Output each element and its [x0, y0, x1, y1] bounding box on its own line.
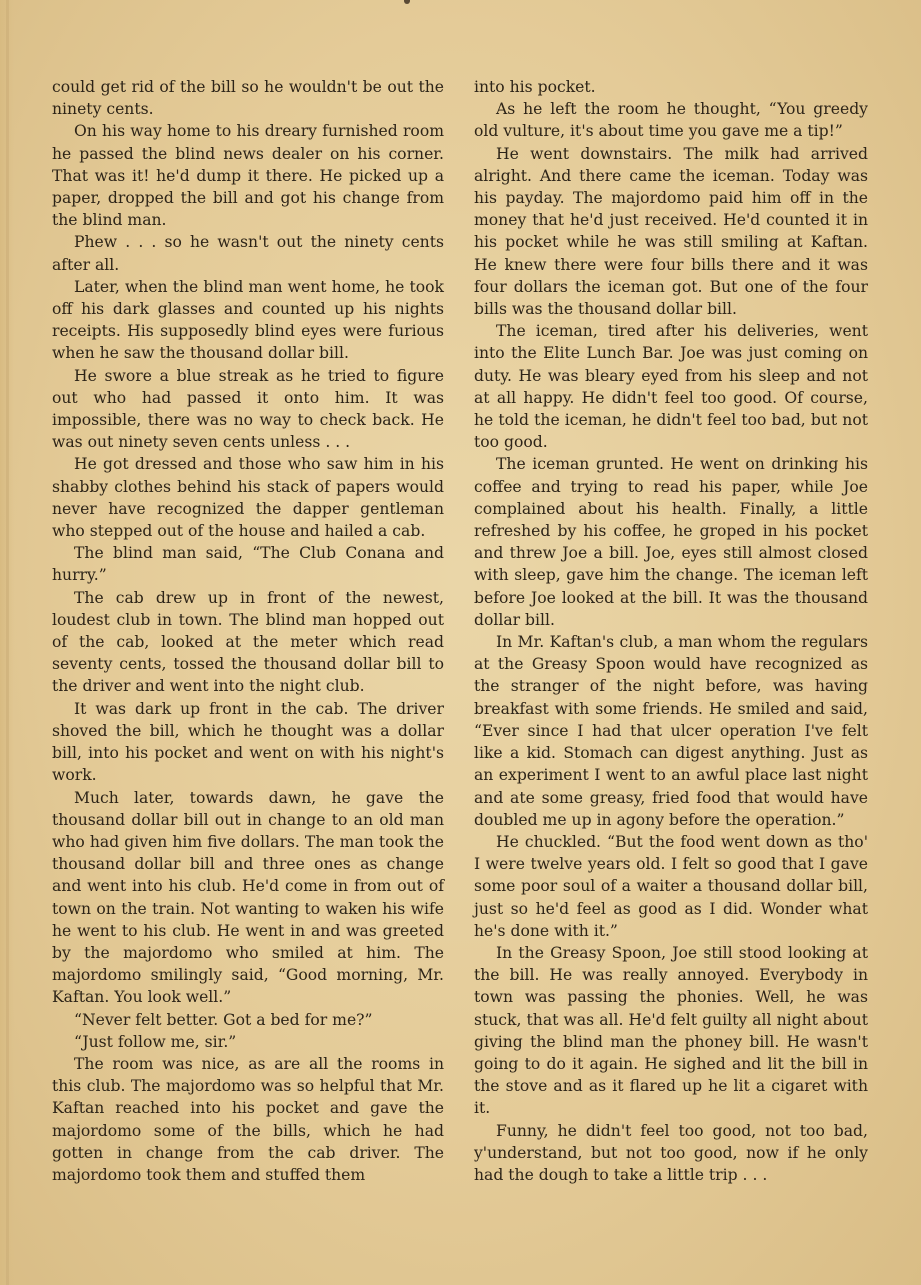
paragraph: The blind man said, “The Club Conana and hurry.” [52, 544, 444, 585]
paragraph: Much later, towards dawn, he gave the thousand dollar bill out in change to an old man who had given him five dollars. The man took the thousand dollar bill and three ones as change and went into his club. He'd come in from out of town on the train. Not wanting to waken his wife he went to his club. He went in and was greeted by the majordomo who smiled at him. The majordomo smilingly said, “Good morning, Mr. Kaftan. You look well.” [52, 788, 444, 1007]
paragraph: Later, when the blind man went home, he took off his dark glasses and counted up his nights receipts. His supposedly blind eyes were furious when he saw the thousand dollar bill. [52, 277, 444, 363]
paragraph: On his way home to his dreary furnished room he passed the blind news dealer on his corner. That was it! he'd dump it there. He picked up a paper, dropped the bill and got his change from the blind man. [52, 122, 444, 230]
paragraph: In the Greasy Spoon, Joe still stood looking at the bill. He was really annoyed. Everybody in town was passing the phonies. Well, he was stuck, that was all. He'd felt guilty all night about giving the blind man the phoney bill. He wasn't going to do it again. He sighed and lit the bill in the stove and as it flared up he lit a cigaret with it. [474, 943, 868, 1118]
paragraph: As he left the room he thought, “You greedy old vulture, it's about time you gave me a tip!” [474, 100, 868, 141]
paragraph: Phew . . . so he wasn't out the ninety cents after all. [52, 233, 444, 274]
paragraph: The iceman grunted. He went on drinking his coffee and trying to read his paper, while Joe complained about his health. Finally, a little refreshed by his coffee, he groped in his pocket and threw Joe a bill. Joe, eyes still almost closed with sleep, gave him the change. The iceman left before Joe looked at the bill. It was the thousand dollar bill. [474, 455, 868, 629]
right-column [474, 76, 868, 1186]
paragraph: He chuckled. “But the food went down as tho' I were twelve years old. I felt so good that I gave some poor soul of a waiter a thousand dollar bill, just so he'd feel as good as I did. Wonder what he's done with it.” [474, 832, 868, 940]
print-mark [404, 0, 410, 4]
paragraph: could get rid of the bill so he wouldn't be out the ninety cents. [52, 78, 444, 119]
paragraph: “Just follow me, sir.” [74, 1032, 237, 1051]
paragraph: In Mr. Kaftan's club, a man whom the regulars at the Greasy Spoon would have recognized as the stranger of the night before, was having breakfast with some friends. He smiled and said, “Ever since I had that ulcer operation I've felt like a kid. Stomach can digest anything. Just as an experiment I went to an awful place last night and ate some greasy, fried food that would have doubled me up in agony before the operation.” [474, 633, 868, 829]
paragraph: He went downstairs. The milk had arrived alright. And there came the iceman. Today was his payday. The majordomo paid him off in the money that he'd just received. He'd counted it in his pocket while he was still smiling at Kaftan. He knew there were four bills there and it was four dollars the iceman got. But one of the four bills was the thousand dollar bill. [474, 144, 868, 319]
paragraph: “Never felt better. Got a bed for me?” [74, 1010, 373, 1029]
paragraph: He got dressed and those who saw him in his shabby clothes behind his stack of papers would never have recognized the dapper gentleman who stepped out of the house and hailed a cab. [52, 455, 444, 541]
left-column [52, 76, 444, 1186]
paragraph: into his pocket. [474, 78, 596, 96]
paragraph: It was dark up front in the cab. The driver shoved the bill, which he thought was a dollar bill, into his pocket and went on with his night's work. [52, 699, 444, 785]
paragraph: The room was nice, as are all the rooms in this club. The majordomo was so helpful that Mr. Kaftan reached into his pocket and gave the majordomo some of the bills, which he had gotten in change from the cab driver. The majordomo took them and stuffed them [52, 1054, 444, 1184]
paragraph: The iceman, tired after his deliveries, went into the Elite Lunch Bar. Joe was just coming on duty. He was bleary eyed from his sleep and not at all happy. He didn't feel too good. Of course, he told the iceman, he didn't feel too bad, but not too good. [474, 322, 868, 452]
paragraph: The cab drew up in front of the newest, loudest club in town. The blind man hopped out of the cab, looked at the meter which read seventy cents, tossed the thousand dollar bill to the driver and went into the night club. [52, 588, 444, 696]
paragraph: Funny, he didn't feel too good, not too bad, y'understand, but not too good, now if he only had the dough to take a little trip . . . [474, 1121, 868, 1184]
page-fold [6, 0, 9, 1285]
paragraph: He swore a blue streak as he tried to figure out who had passed it onto him. It was impossible, there was no way to check back. He was out ninety seven cents unless . . . [52, 366, 444, 452]
